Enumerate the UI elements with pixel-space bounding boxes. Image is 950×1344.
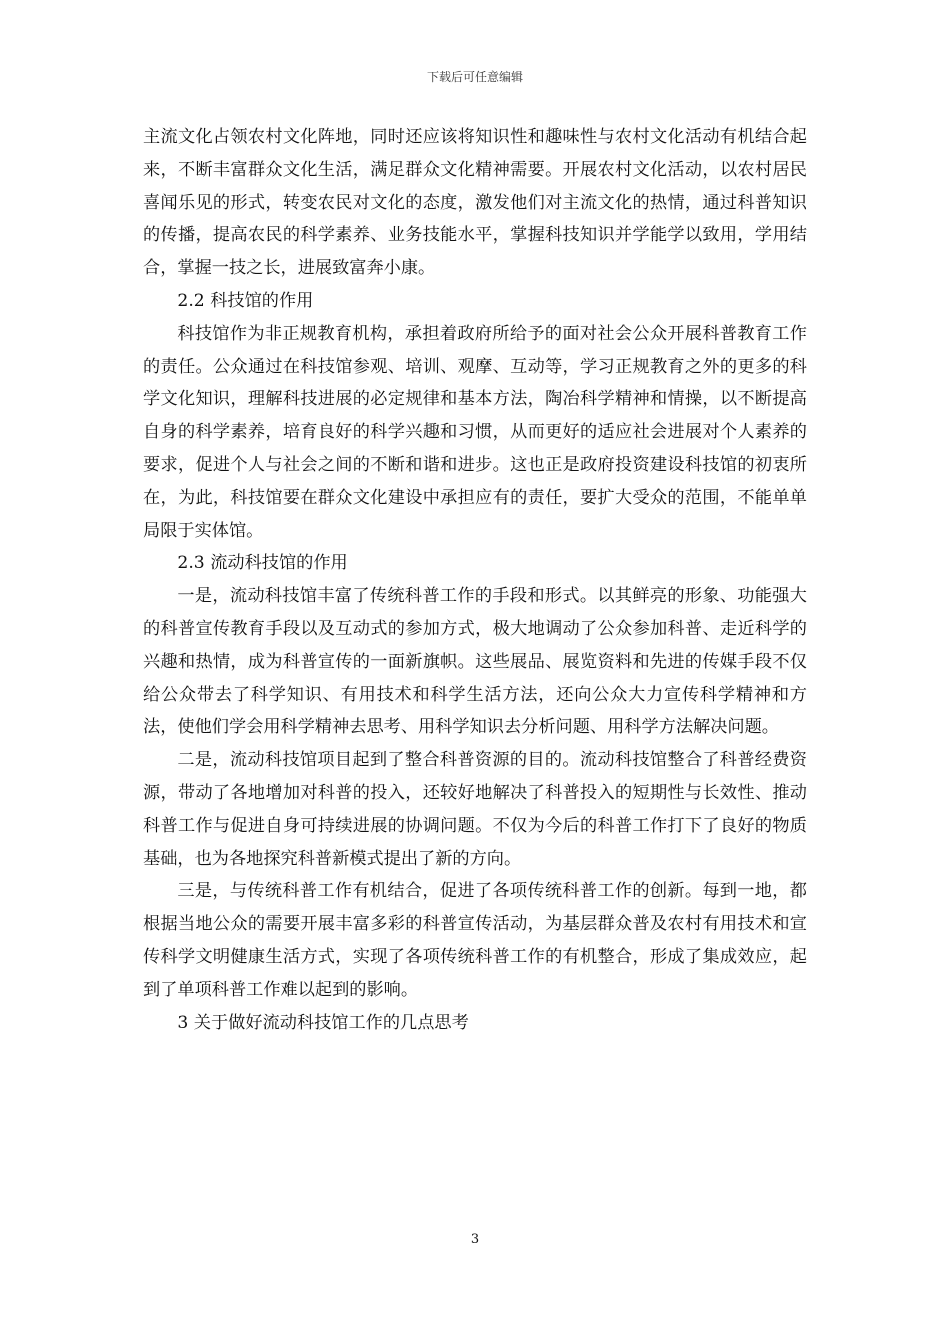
page-number: 3 bbox=[470, 1232, 480, 1247]
paragraph: 一是，流动科技馆丰富了传统科普工作的手段和形式。以其鲜亮的形象、功能强大的科普宣传教育手段以及互动式的参加方式，极大地调动了公众参加科普、走近科学的兴趣和热情，成为科普宣传的一面新旗帜。这些展品、展览资料和先进的传媒手段不仅给公众带去了科学知识、有用技术和科学生活方法，还向公众大力宣传科学精神和方法，使他们学会用科学精神去思考、用科学知识去分析问题、用科学方法解决问题。 bbox=[143, 586, 807, 738]
section-heading-2-2: 2.2 科技馆的作用 bbox=[177, 290, 314, 311]
paragraph-continuation: 主流文化占领农村文化阵地，同时还应该将知识性和趣味性与农村文化活动有机结合起来，不断丰富群众文化生活，满足群众文化精神需要。开展农村文化活动，以农村居民喜闻乐见的形式，转变农民对文化的态度，激发他们对主流文化的热情，通过科普知识的传播，提高农民的科学素养、业务技能水平，掌握科技知识并学能学以致用，学用结合，掌握一技之长，进展致富奔小康。 bbox=[143, 127, 807, 279]
paragraph: 三是，与传统科普工作有机结合，促进了各项传统科普工作的创新。每到一地，都根据当地公众的需要开展丰富多彩的科普宣传活动，为基层群众普及农村有用技术和宣传科学文明健康生活方式，实现了各项传统科普工作的有机整合，形成了集成效应，起到了单项科普工作难以起到的影响。 bbox=[143, 881, 807, 1000]
body-text bbox=[143, 121, 807, 1039]
paragraph: 二是，流动科技馆项目起到了整合科普资源的目的。流动科技馆整合了科普经费资源，带动了各地增加对科普的投入，还较好地解决了科普投入的短期性与长效性、推动科普工作与促进自身可持续进展的协调问题。不仅为今后的科普工作打下了良好的物质基础，也为各地探究科普新模式提出了新的方向。 bbox=[143, 750, 807, 869]
paragraph: 科技馆作为非正规教育机构，承担着政府所给予的面对社会公众开展科普教育工作的责任。公众通过在科技馆参观、培训、观摩、互动等，学习正规教育之外的更多的科学文化知识，理解科技进展的必定规律和基本方法，陶冶科学精神和情操，以不断提高自身的科学素养，培育良好的科学兴趣和习惯，从而更好的适应社会进展对个人素养的要求，促进个人与社会之间的不断和谐和进步。这也正是政府投资建设科技馆的初衷所在，为此，科技馆要在群众文化建设中承担应有的责任，要扩大受众的范围，不能单单局限于实体馆。 bbox=[143, 323, 807, 541]
page-header: 下载后可任意编辑 bbox=[426, 70, 523, 84]
section-heading-3: 3 关于做好流动科技馆工作的几点思考 bbox=[177, 1012, 469, 1033]
section-heading-2-3: 2.3 流动科技馆的作用 bbox=[177, 553, 348, 574]
